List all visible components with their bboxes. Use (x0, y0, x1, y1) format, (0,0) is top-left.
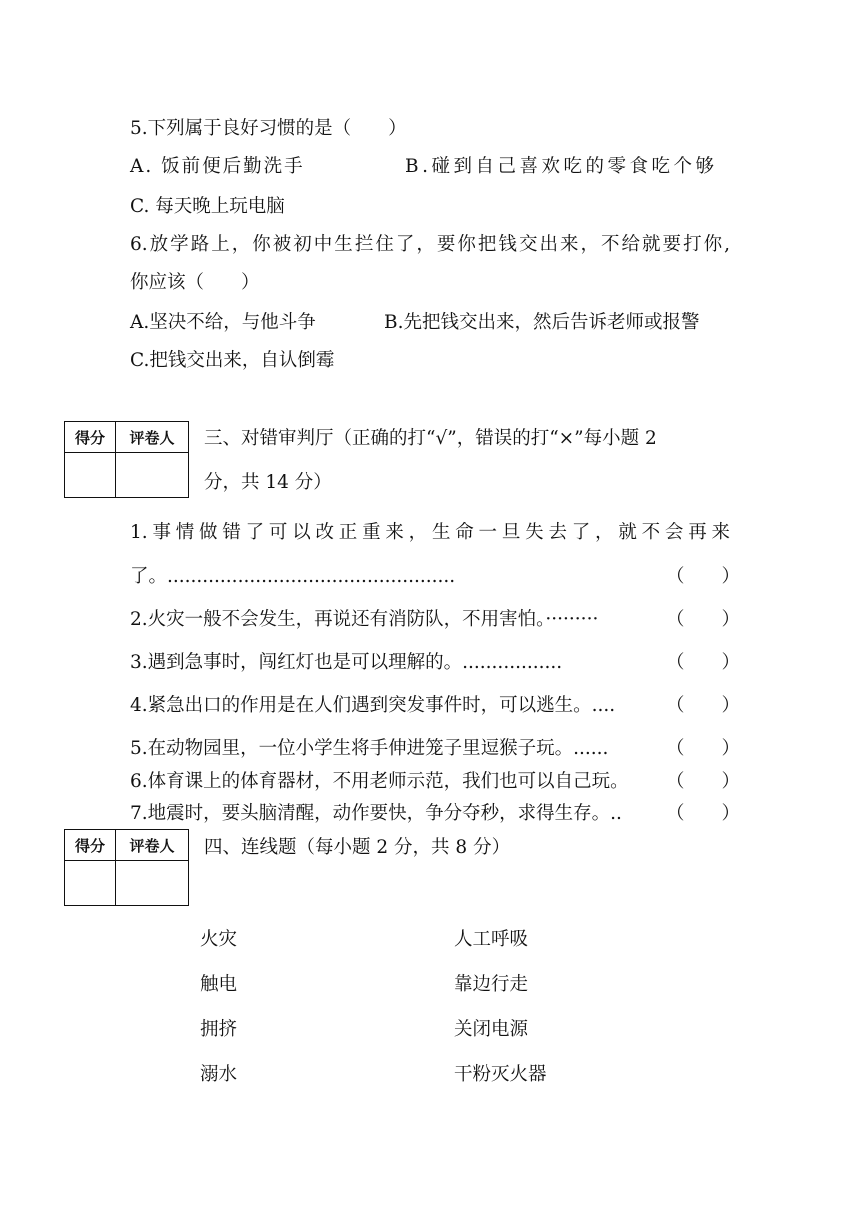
judge-item-5-answer[interactable]: （ ） (666, 738, 741, 759)
section4-title: 四、连线题（每小题 2 分，共 8 分） (204, 837, 511, 858)
judge-item-6-answer[interactable]: （ ） (666, 771, 741, 792)
match-left-item[interactable]: 溺水 (200, 1064, 238, 1085)
judge-item-2-answer[interactable]: （ ） (666, 609, 741, 630)
score-label: 得分 (65, 830, 116, 861)
score-box-section4 (64, 829, 189, 906)
q5-option-c: C. 每天晚上玩电脑 (130, 196, 285, 217)
q5-option-b: B.碰到自己喜欢吃的零食吃个够 (405, 156, 718, 177)
q6-stem-line2: 你应该（ ） (130, 272, 260, 293)
section3-title-line1: 三、对错审判厅（正确的打“√”，错误的打“×”每小题 2 (204, 428, 657, 449)
match-left-item[interactable]: 触电 (200, 974, 238, 995)
judge-item-4: 4.紧急出口的作用是在人们遇到突发事件时，可以逃生。.... (130, 695, 616, 716)
judge-item-1-line1: 1.事情做错了可以改正重来，生命一旦失去了，就不会再来 (130, 522, 730, 543)
judge-item-3-answer[interactable]: （ ） (666, 652, 741, 673)
grader-cell[interactable] (116, 453, 189, 498)
judge-item-5: 5.在动物园里，一位小学生将手伸进笼子里逗猴子玩。...... (130, 738, 609, 759)
q6-option-a: A.坚决不给，与他斗争 (130, 312, 316, 333)
match-right-item[interactable]: 干粉灭火器 (454, 1064, 547, 1085)
judge-item-1-line2: 了。................................................. (130, 566, 456, 587)
judge-item-7: 7.地震时，要头脑清醒，动作要快，争分夺秒，求得生存。.. (130, 803, 622, 824)
q6-option-c: C.把钱交出来，自认倒霉 (130, 350, 335, 371)
judge-item-2: 2.火灾一般不会发生，再说还有消防队，不用害怕。········· (130, 609, 599, 630)
score-box-section3 (64, 421, 189, 498)
grader-label: 评卷人 (116, 422, 189, 453)
grader-label: 评卷人 (116, 830, 189, 861)
match-right-item[interactable]: 关闭电源 (454, 1019, 529, 1040)
section3-title-line2: 分，共 14 分） (204, 472, 332, 493)
q5-stem: 5.下列属于良好习惯的是（ ） (130, 118, 407, 139)
match-left-item[interactable]: 拥挤 (200, 1019, 238, 1040)
match-right-item[interactable]: 人工呼吸 (454, 929, 529, 950)
score-cell[interactable] (65, 861, 116, 906)
judge-item-3: 3.遇到急事时，闯红灯也是可以理解的。................. (130, 652, 563, 673)
grader-cell[interactable] (116, 861, 189, 906)
score-label: 得分 (65, 422, 116, 453)
match-right-item[interactable]: 靠边行走 (454, 974, 529, 995)
judge-item-4-answer[interactable]: （ ） (666, 695, 741, 716)
q5-option-a: A. 饭前便后勤洗手 (130, 156, 305, 177)
q6-option-b: B.先把钱交出来，然后告诉老师或报警 (384, 312, 700, 333)
q6-stem-line1: 6.放学路上，你被初中生拦住了，要你把钱交出来，不给就要打你, (130, 234, 730, 255)
score-cell[interactable] (65, 453, 116, 498)
match-left-item[interactable]: 火灾 (200, 929, 238, 950)
judge-item-6: 6.体育课上的体育器材，不用老师示范，我们也可以自己玩。 (130, 771, 629, 792)
judge-item-1-answer[interactable]: （ ） (666, 566, 741, 587)
judge-item-7-answer[interactable]: （ ） (666, 803, 741, 824)
